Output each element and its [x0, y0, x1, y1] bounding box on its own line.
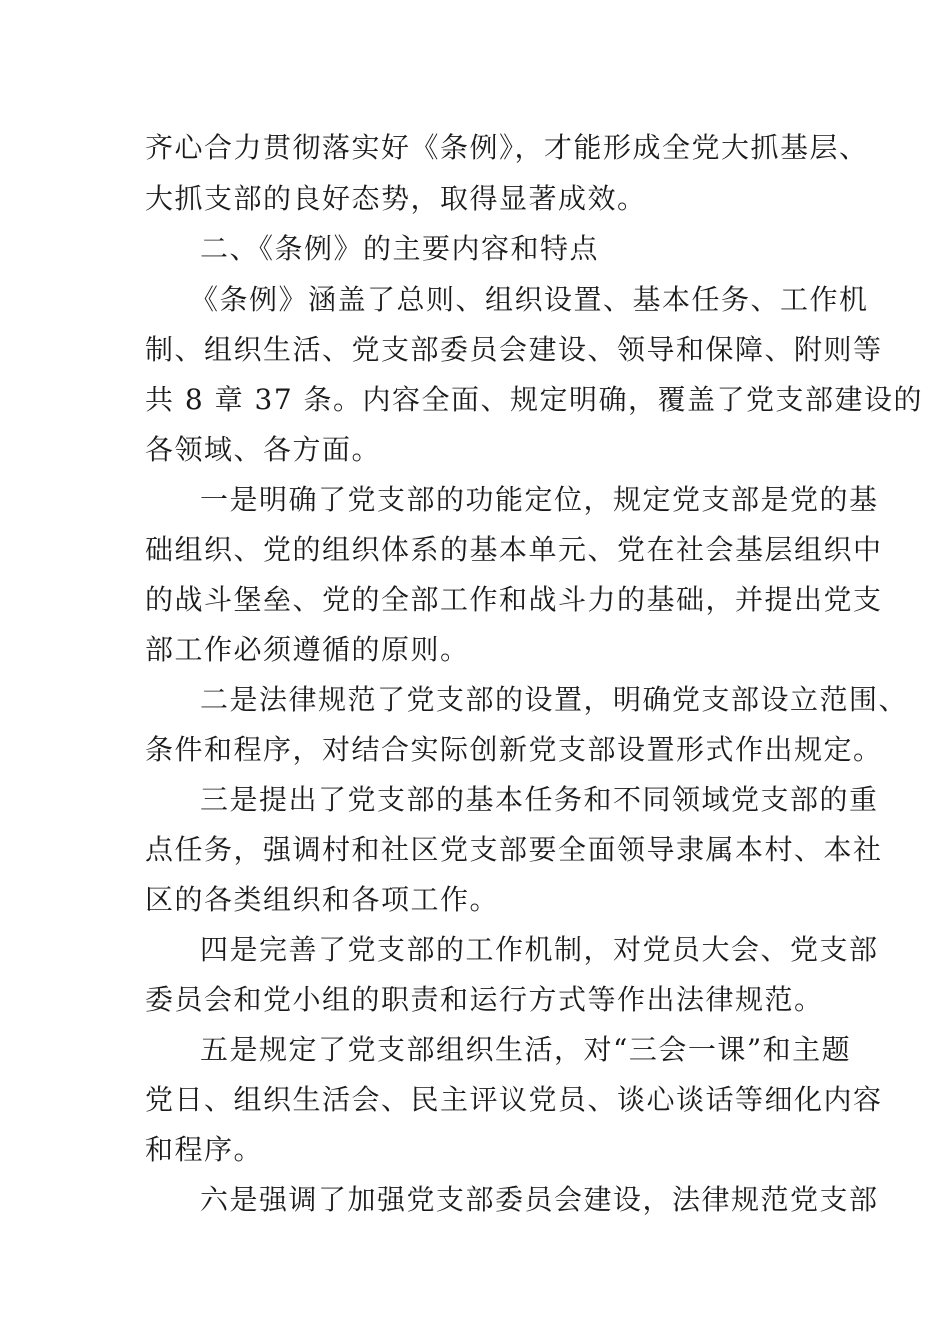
text-line: 各领域、各方面。 [145, 433, 382, 466]
text-line: 一是明确了党支部的功能定位，规定党支部是党的基 [200, 483, 879, 516]
section-heading: 二、《条例》的主要内容和特点 [200, 232, 600, 265]
text-line: 础组织、党的组织体系的基本单元、党在社会基层组织中 [145, 533, 883, 566]
text-line: 五是规定了党支部组织生活，对“三会一课”和主题 [200, 1033, 852, 1066]
text-line: 《条例》涵盖了总则、组织设置、基本任务、工作机 [190, 283, 869, 316]
text-line: 党日、组织生活会、民主评议党员、谈心谈话等细化内容 [145, 1083, 883, 1116]
text-line: 委员会和党小组的职责和运行方式等作出法律规范。 [145, 983, 824, 1016]
text-line: 部工作必须遵循的原则。 [145, 633, 470, 666]
text-line: 六是强调了加强党支部委员会建设，法律规范党支部 [200, 1183, 879, 1216]
text-line: 条件和程序，对结合实际创新党支部设置形式作出规定。 [145, 733, 883, 766]
text-line: 区的各类组织和各项工作。 [145, 883, 500, 916]
text-line: 点任务，强调村和社区党支部要全面领导隶属本村、本社 [145, 833, 883, 866]
text-line: 大抓支部的良好态势，取得显著成效。 [145, 182, 647, 215]
text-line: 齐心合力贯彻落实好《条例》，才能形成全党大抓基层、 [145, 131, 869, 164]
text-line: 和程序。 [145, 1133, 264, 1166]
text-line: 二是法律规范了党支部的设置，明确党支部设立范围、 [200, 683, 909, 716]
text-line: 四是完善了党支部的工作机制，对党员大会、党支部 [200, 933, 879, 966]
text-line: 的战斗堡垒、党的全部工作和战斗力的基础，并提出党支 [145, 583, 883, 616]
text-line: 制、组织生活、党支部委员会建设、领导和保障、附则等 [145, 333, 883, 366]
text-line: 共 8 章 37 条。内容全面、规定明确，覆盖了党支部建设的 [145, 383, 924, 416]
text-line: 三是提出了党支部的基本任务和不同领域党支部的重 [200, 783, 879, 816]
